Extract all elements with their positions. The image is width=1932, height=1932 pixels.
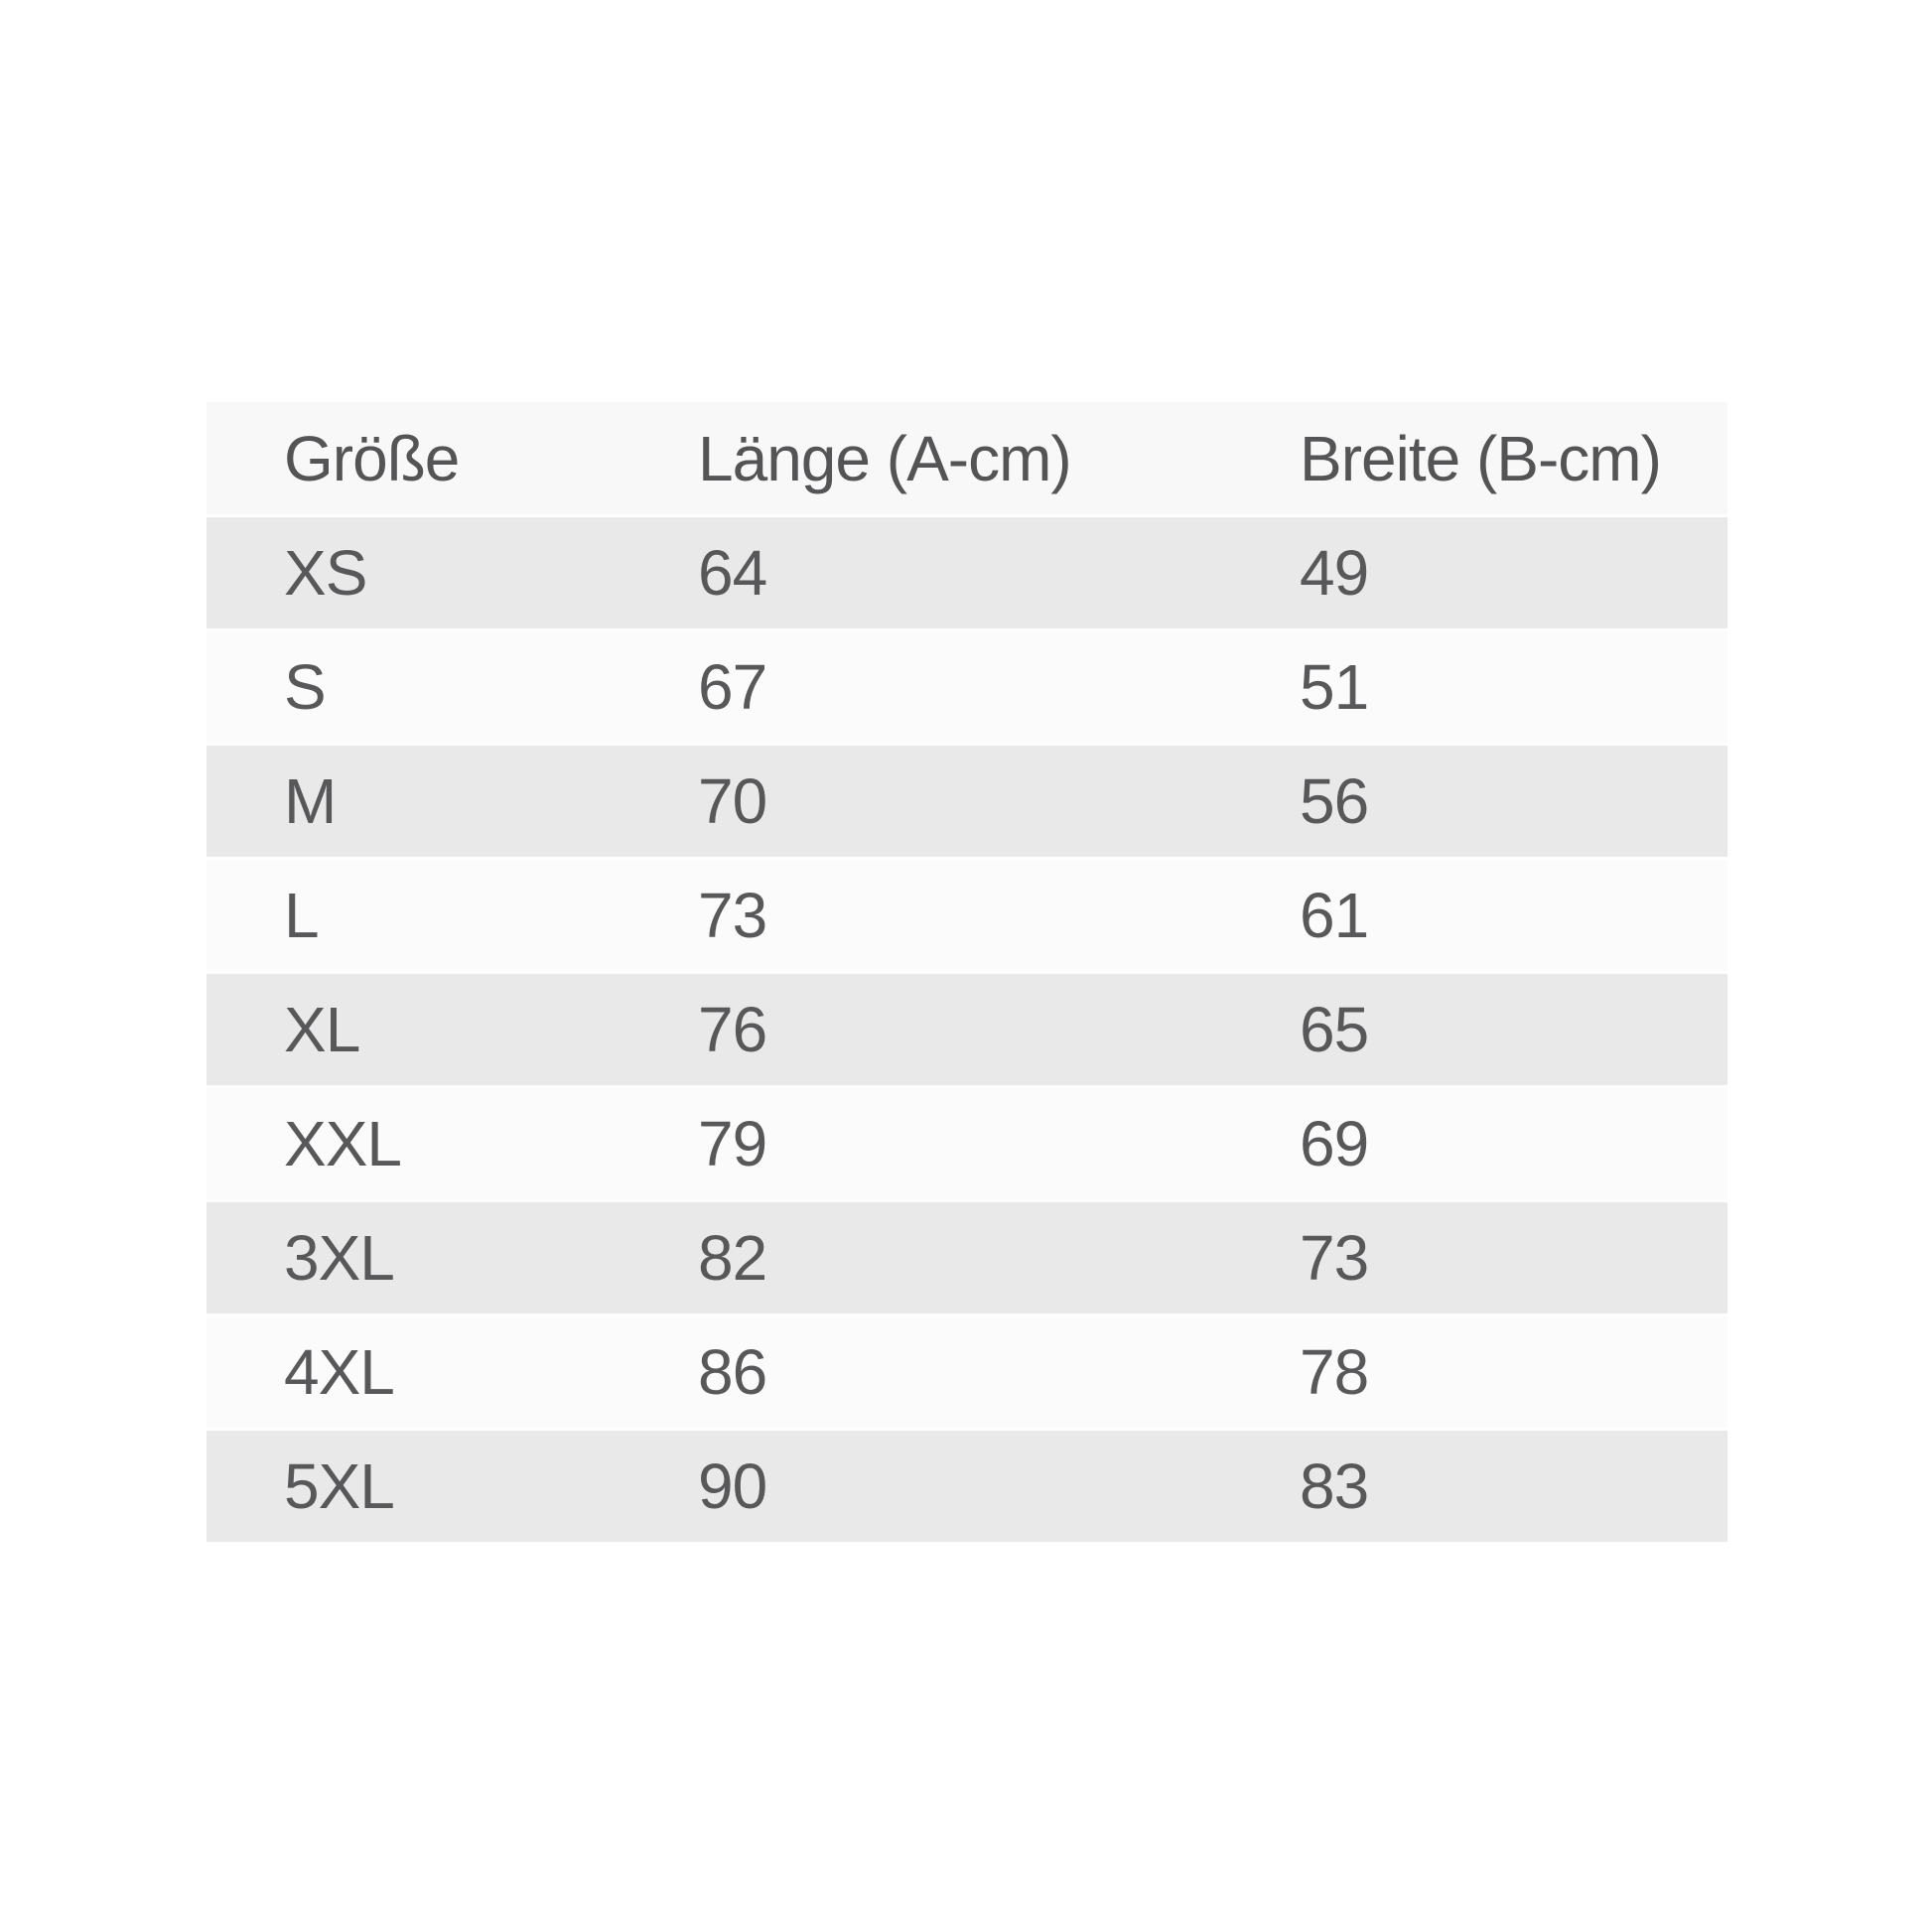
size-cell: 3XL: [284, 1222, 394, 1294]
width-cell: 49: [1300, 537, 1369, 609]
column-header-width: Breite (B-cm): [1300, 422, 1661, 494]
length-cell: 67: [698, 651, 767, 723]
table-header-row: [207, 402, 1727, 514]
column-header-length: Länge (A-cm): [698, 422, 1071, 494]
size-cell: XS: [284, 537, 367, 609]
length-cell: 73: [698, 880, 767, 951]
size-cell: M: [284, 765, 337, 837]
width-cell: 69: [1300, 1108, 1369, 1179]
width-cell: 78: [1300, 1336, 1369, 1408]
width-cell: 73: [1300, 1222, 1369, 1294]
table-row-xl: [207, 974, 1727, 1085]
table-row-xxl: [207, 1088, 1727, 1199]
table-row-l: [207, 860, 1727, 971]
length-cell: 76: [698, 994, 767, 1065]
size-cell: 5XL: [284, 1450, 394, 1522]
width-cell: 65: [1300, 994, 1369, 1065]
length-cell: 82: [698, 1222, 767, 1294]
width-cell: 83: [1300, 1450, 1369, 1522]
table-row-xs: [207, 517, 1727, 628]
length-cell: 86: [698, 1336, 767, 1408]
table-row-5xl: [207, 1431, 1727, 1542]
size-cell: L: [284, 880, 319, 951]
size-cell: 4XL: [284, 1336, 394, 1408]
length-cell: 64: [698, 537, 767, 609]
table-row-s: [207, 631, 1727, 743]
length-cell: 79: [698, 1108, 767, 1179]
table-row-3xl: [207, 1202, 1727, 1313]
size-chart-table: [207, 402, 1727, 1545]
size-cell: XXL: [284, 1108, 401, 1179]
table-row-m: [207, 746, 1727, 857]
table-row-4xl: [207, 1316, 1727, 1428]
length-cell: 70: [698, 765, 767, 837]
size-cell: S: [284, 651, 326, 723]
width-cell: 56: [1300, 765, 1369, 837]
width-cell: 61: [1300, 880, 1369, 951]
width-cell: 51: [1300, 651, 1369, 723]
size-cell: XL: [284, 994, 360, 1065]
length-cell: 90: [698, 1450, 767, 1522]
column-header-size: Größe: [284, 422, 460, 494]
